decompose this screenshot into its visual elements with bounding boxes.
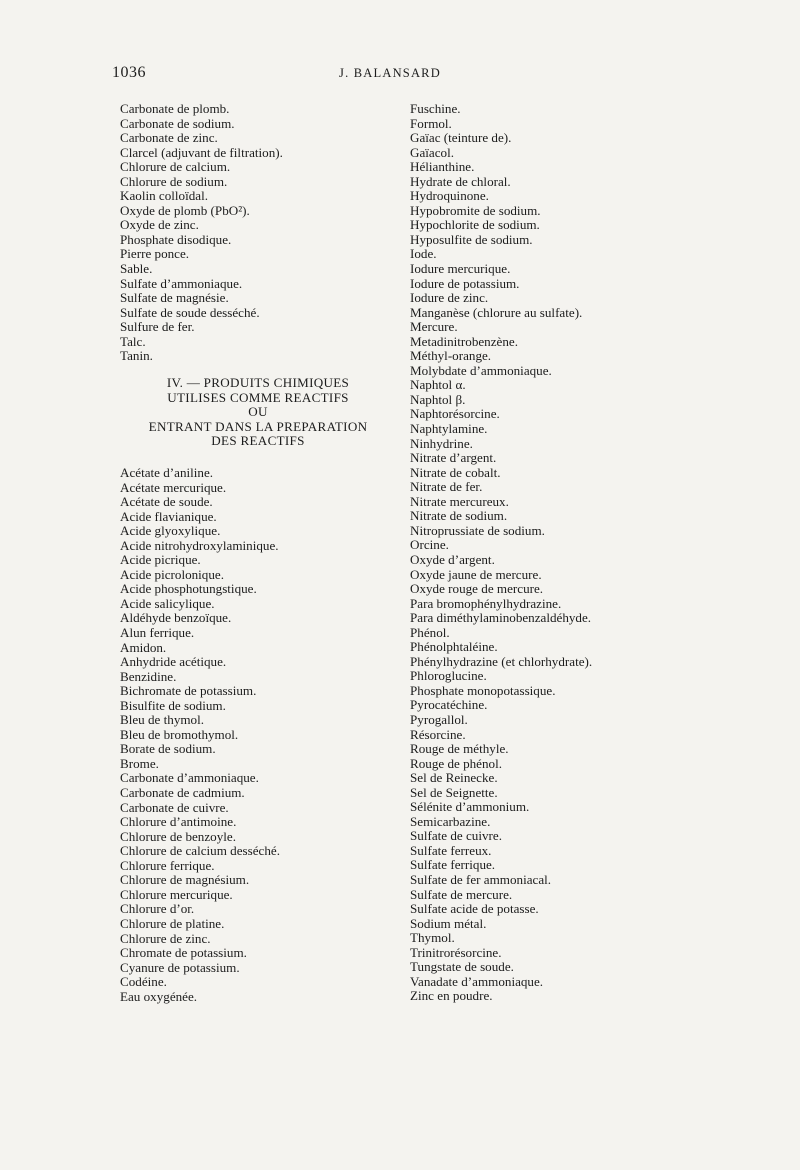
list-item: Iode. xyxy=(410,246,437,262)
list-item: Naphtylamine. xyxy=(410,421,488,437)
list-item: Eau oxygénée. xyxy=(120,988,198,1004)
list-item: Tungstate de soude. xyxy=(410,959,514,975)
list-item: Sulfate ferreux. xyxy=(410,842,492,858)
list-item: Borate de sodium. xyxy=(120,741,216,757)
list-item: Phosphate disodique. xyxy=(120,231,232,247)
list-item: Carbonate de zinc. xyxy=(120,130,218,146)
list-item: Nitrate d’argent. xyxy=(410,450,497,466)
list-item: Acide picrique. xyxy=(120,552,201,568)
page-number: 1036 xyxy=(112,64,146,81)
list-item: Sulfate de mercure. xyxy=(410,886,513,902)
list-item: Bleu de thymol. xyxy=(120,712,205,728)
list-item: Chlorure ferrique. xyxy=(120,857,215,873)
list-item: Méthyl-orange. xyxy=(410,348,492,364)
list-item: Kaolin colloïdal. xyxy=(120,188,208,204)
list-item: Oxyde d’argent. xyxy=(410,551,495,567)
list-item: Para bromophénylhydrazine. xyxy=(410,595,562,611)
list-item: Acide glyoxylique. xyxy=(120,523,221,539)
reagent-list-right xyxy=(410,102,592,1004)
list-item: Orcine. xyxy=(410,537,449,553)
list-item: Sel de Seignette. xyxy=(410,784,498,800)
list-item: Sulfate de fer ammoniacal. xyxy=(410,871,552,887)
list-item: Formol. xyxy=(410,115,452,131)
list-item: Sulfure de fer. xyxy=(120,319,195,335)
list-item: Thymol. xyxy=(410,930,455,946)
list-item: Tanin. xyxy=(120,348,153,364)
list-item: Chlorure de zinc. xyxy=(120,930,211,946)
list-item: Hydroquinone. xyxy=(410,188,489,204)
list-item: Naphtol β. xyxy=(410,391,466,407)
list-item: Oxyde jaune de mercure. xyxy=(410,566,542,582)
list-item: Hypobromite de sodium. xyxy=(410,202,541,218)
list-item: Chlorure de calcium. xyxy=(120,159,231,175)
list-item: Rouge de méthyle. xyxy=(410,741,509,757)
list-item: Hyposulfite de sodium. xyxy=(410,231,533,247)
reagent-list-left-bottom xyxy=(120,466,280,1004)
list-item: Anhydride acétique. xyxy=(120,654,227,670)
running-head: J. BALANSARD xyxy=(339,66,441,80)
section-heading xyxy=(120,376,396,449)
list-item: Zinc en poudre. xyxy=(410,988,493,1004)
list-item: Iodure de zinc. xyxy=(410,290,489,306)
list-item: Mercure. xyxy=(410,319,458,335)
list-item: Chlorure de benzoyle. xyxy=(120,828,236,844)
list-item: Pyrogallol. xyxy=(410,711,468,727)
list-item: Molybdate d’ammoniaque. xyxy=(410,362,552,378)
section-heading-line: UTILISES COMME REACTIFS xyxy=(167,389,349,405)
list-item: Cyanure de potassium. xyxy=(120,959,240,975)
list-item: Aldéhyde benzoïque. xyxy=(120,610,232,626)
list-item: Phénylhydrazine (et chlorhydrate). xyxy=(410,653,593,669)
list-item: Sulfate de soude desséché. xyxy=(120,304,260,320)
list-item: Acide nitrohydroxylaminique. xyxy=(120,537,279,553)
list-item: Sulfate d’ammoniaque. xyxy=(120,275,243,291)
list-item: Chlorure de sodium. xyxy=(120,173,228,189)
list-item: Acétate de soude. xyxy=(120,494,213,510)
list-item: Benzidine. xyxy=(120,668,177,684)
list-item: Phénolphtaléine. xyxy=(410,639,498,655)
list-item: Carbonate de cuivre. xyxy=(120,799,229,815)
list-item: Trinitrorésorcine. xyxy=(410,944,502,960)
list-item: Naphtorésorcine. xyxy=(410,406,500,422)
list-item: Manganèse (chlorure au sulfate). xyxy=(410,304,583,320)
section-heading-line: DES REACTIFS xyxy=(211,433,305,449)
list-item: Hydrate de chloral. xyxy=(410,173,511,189)
list-item: Chlorure de magnésium. xyxy=(120,872,250,888)
list-item: Gaïacol. xyxy=(410,144,454,160)
list-item: Acide flavianique. xyxy=(120,508,217,524)
list-item: Carbonate de cadmium. xyxy=(120,785,245,801)
list-item: Chlorure d’antimoine. xyxy=(120,814,237,830)
list-item: Acide salicylique. xyxy=(120,595,215,611)
list-item: Acide picrolonique. xyxy=(120,566,224,582)
list-item: Nitrate de fer. xyxy=(410,479,483,495)
list-item: Sable. xyxy=(120,261,153,277)
list-item: Sodium métal. xyxy=(410,915,487,931)
list-item: Oxyde de plomb (PbO²). xyxy=(120,202,250,218)
list-item: Oxyde de zinc. xyxy=(120,217,199,233)
list-item: Nitrate de cobalt. xyxy=(410,464,501,480)
list-item: Chromate de potassium. xyxy=(120,945,247,961)
list-item: Résorcine. xyxy=(410,726,466,742)
list-item: Metadinitrobenzène. xyxy=(410,333,518,349)
section-heading-line: ENTRANT DANS LA PREPARATION xyxy=(148,418,368,434)
list-item: Chlorure de calcium desséché. xyxy=(120,843,280,859)
section-heading-line: OU xyxy=(248,404,268,420)
list-item: Sélénite d’ammonium. xyxy=(410,799,530,815)
list-item: Clarcel (adjuvant de filtration). xyxy=(120,144,283,160)
list-item: Sulfate de magnésie. xyxy=(120,290,229,306)
list-item: Fuschine. xyxy=(410,101,461,116)
list-item: Bisulfite de sodium. xyxy=(120,697,226,713)
list-item: Phosphate monopotassique. xyxy=(410,682,556,698)
list-item: Sulfate de cuivre. xyxy=(410,828,502,844)
list-item: Ninhydrine. xyxy=(410,435,473,451)
list-item: Sulfate ferrique. xyxy=(410,857,496,873)
list-item: Iodure de potassium. xyxy=(410,275,520,291)
list-item: Codéine. xyxy=(120,974,167,990)
list-item: Hypochlorite de sodium. xyxy=(410,217,540,233)
list-item: Chlorure mercurique. xyxy=(120,886,233,902)
list-item: Sulfate acide de potasse. xyxy=(410,901,539,917)
list-item: Acétate mercurique. xyxy=(120,479,227,495)
reagent-list-left-top xyxy=(120,102,283,364)
list-item: Pyrocatéchine. xyxy=(410,697,488,713)
list-item: Bichromate de potassium. xyxy=(120,683,257,699)
list-item: Amidon. xyxy=(120,639,167,655)
list-item: Rouge de phénol. xyxy=(410,755,503,771)
list-item: Gaïac (teinture de). xyxy=(410,130,512,146)
list-item: Alun ferrique. xyxy=(120,625,195,641)
list-item: Acide phosphotungstique. xyxy=(120,581,257,597)
list-item: Nitrate de sodium. xyxy=(410,508,508,524)
list-item: Phloroglucine. xyxy=(410,668,487,684)
list-item: Hélianthine. xyxy=(410,159,475,175)
list-item: Nitroprussiate de sodium. xyxy=(410,522,545,538)
list-item: Chlorure de platine. xyxy=(120,915,225,931)
list-item: Vanadate d’ammoniaque. xyxy=(410,973,544,989)
list-item: Naphtol α. xyxy=(410,377,466,393)
list-item: Sel de Reinecke. xyxy=(410,770,498,786)
list-item: Carbonate de sodium. xyxy=(120,115,235,131)
list-item: Carbonate d’ammoniaque. xyxy=(120,770,259,786)
list-item: Phénol. xyxy=(410,624,450,640)
list-item: Carbonate de plomb. xyxy=(120,101,230,116)
section-heading-line: IV. — PRODUITS CHIMIQUES xyxy=(166,375,350,390)
list-item: Chlorure d’or. xyxy=(120,901,195,917)
list-item: Nitrate mercureux. xyxy=(410,493,509,509)
list-item: Pierre ponce. xyxy=(120,246,190,262)
list-item: Acétate d’aniline. xyxy=(120,465,214,480)
list-item: Talc. xyxy=(120,333,146,349)
list-item: Oxyde rouge de mercure. xyxy=(410,581,544,597)
list-item: Iodure mercurique. xyxy=(410,261,511,277)
list-item: Bleu de bromothymol. xyxy=(120,726,239,742)
list-item: Para diméthylaminobenzaldéhyde. xyxy=(410,610,592,626)
list-item: Semicarbazine. xyxy=(410,813,491,829)
list-item: Brome. xyxy=(120,755,159,771)
